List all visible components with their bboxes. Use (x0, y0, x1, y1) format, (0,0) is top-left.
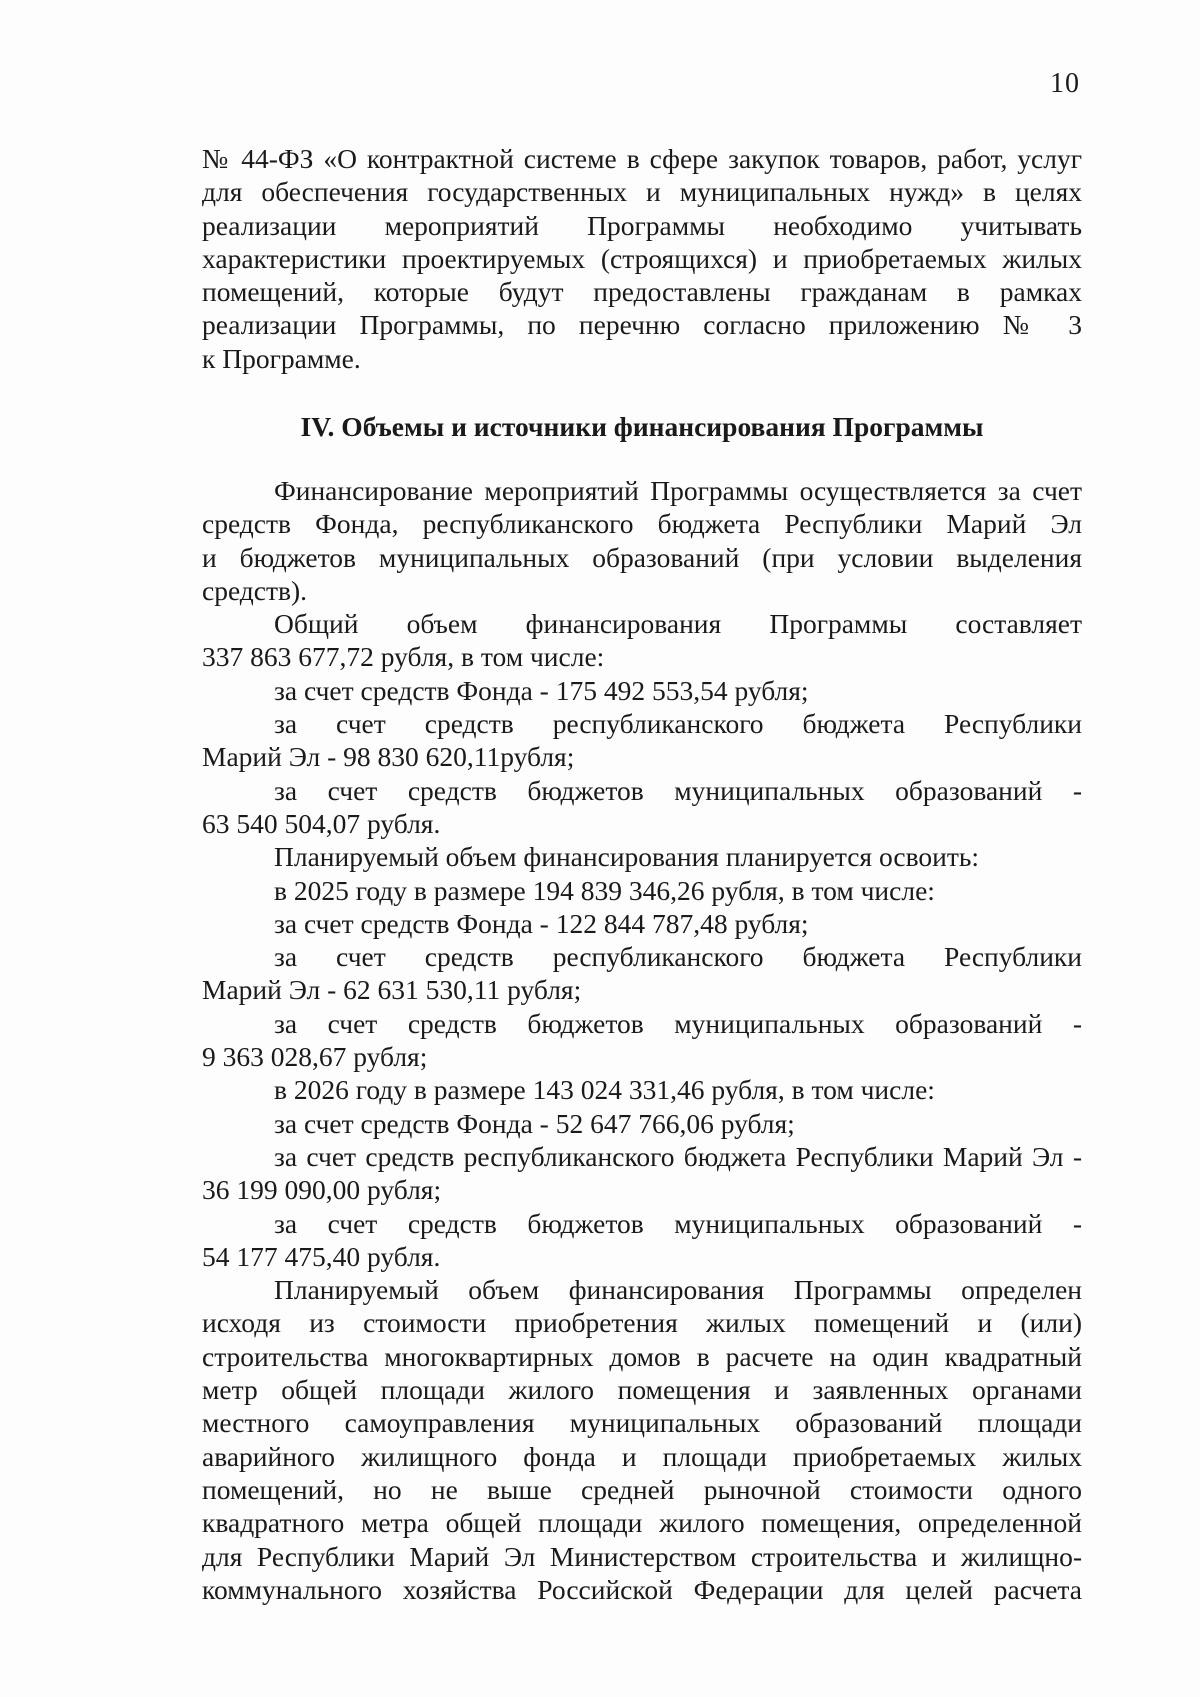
text-line: аварийного жилищного фонда и площади приобретаемых жилых (202, 1440, 1082, 1472)
text-line: реализации мероприятий Программы необходимо учитывать (202, 209, 1082, 241)
text-line: строительства многоквартирных домов в расчете на один квадратный (202, 1340, 1082, 1372)
text-line: за счет средств Фонда - 175 492 553,54 рубля; (274, 674, 809, 706)
text-line: 9 363 028,67 рубля; (202, 1041, 428, 1073)
text-line: для обеспечения государственных и муниципальных нужд» в целях (202, 176, 1082, 208)
text-line: Марий Эл - 62 631 530,11 рубля; (202, 974, 582, 1006)
text-line: Марий Эл - 98 830 620,11рубля; (202, 741, 575, 773)
intro-paragraph (202, 142, 1082, 375)
text-line: реализации Программы, по перечню согласно приложению № 3 (202, 309, 1082, 341)
text-line: за счет средств республиканского бюджета Республики (274, 941, 1082, 973)
text-line: Финансирование мероприятий Программы осуществляется за счет (274, 475, 1082, 506)
text-line: № 44-ФЗ «О контрактной системе в сфере закупок товаров, работ, услуг (202, 143, 1082, 174)
text-line: характеристики проектируемых (строящихся) и приобретаемых жилых (202, 242, 1082, 274)
text-line: для Республики Марий Эл Министерством строительства и жилищно- (202, 1540, 1082, 1572)
financing-body (202, 474, 1082, 1606)
text-line: коммунального хозяйства Российской Федерации для целей расчета (202, 1573, 1082, 1605)
text-line: в 2026 году в размере 143 024 331,46 рубля, в том числе: (274, 1074, 935, 1106)
text-line: помещений, но не выше средней рыночной стоимости одного (202, 1473, 1082, 1505)
text-line: за счет средств бюджетов муниципальных образований - (274, 1207, 1082, 1239)
text-line: за счет средств Фонда - 52 647 766,06 рубля; (274, 1107, 795, 1139)
text-line: за счет средств бюджетов муниципальных образований - (274, 774, 1082, 806)
text-line: Общий объем финансирования Программы составляет (274, 608, 1082, 640)
text-line: квадратного метра общей площади жилого помещения, определенной (202, 1507, 1082, 1539)
text-line: за счет средств республиканского бюджета Республики Марий Эл - (274, 1140, 1082, 1172)
text-line: помещений, которые будут предоставлены гражданам в рамках (202, 276, 1082, 308)
text-line: за счет средств республиканского бюджета Республики (274, 708, 1082, 740)
page-number: 10 (1050, 68, 1080, 99)
text-line: 54 177 475,40 рубля. (202, 1240, 441, 1272)
text-line: 337 863 677,72 рубля, в том числе: (202, 641, 605, 673)
text-line: за счет средств Фонда - 122 844 787,48 рубля; (274, 907, 809, 939)
text-line: за счет средств бюджетов муниципальных образований - (274, 1007, 1082, 1039)
text-line: средств). (202, 574, 308, 606)
text-line: и бюджетов муниципальных образований (при условии выделения (202, 541, 1082, 573)
text-line: 36 199 090,00 рубля; (202, 1174, 442, 1206)
text-line: к Программе. (202, 342, 361, 374)
text-line: исходя из стоимости приобретения жилых помещений и (или) (202, 1307, 1082, 1339)
text-line: местного самоуправления муниципальных образований площади (202, 1407, 1082, 1439)
section-heading: IV. Объемы и источники финансирования Программы (300, 411, 984, 442)
text-line: Планируемый объем финансирования планируется освоить: (274, 841, 980, 873)
text-line: средств Фонда, республиканского бюджета Республики Марий Эл (202, 508, 1082, 540)
text-line: Планируемый объем финансирования Программы определен (274, 1274, 1082, 1306)
text-line: в 2025 году в размере 194 839 346,26 рубля, в том числе: (274, 874, 935, 906)
text-line: 63 540 504,07 рубля. (202, 807, 441, 839)
text-line: метр общей площади жилого помещения и заявленных органами (202, 1374, 1082, 1406)
